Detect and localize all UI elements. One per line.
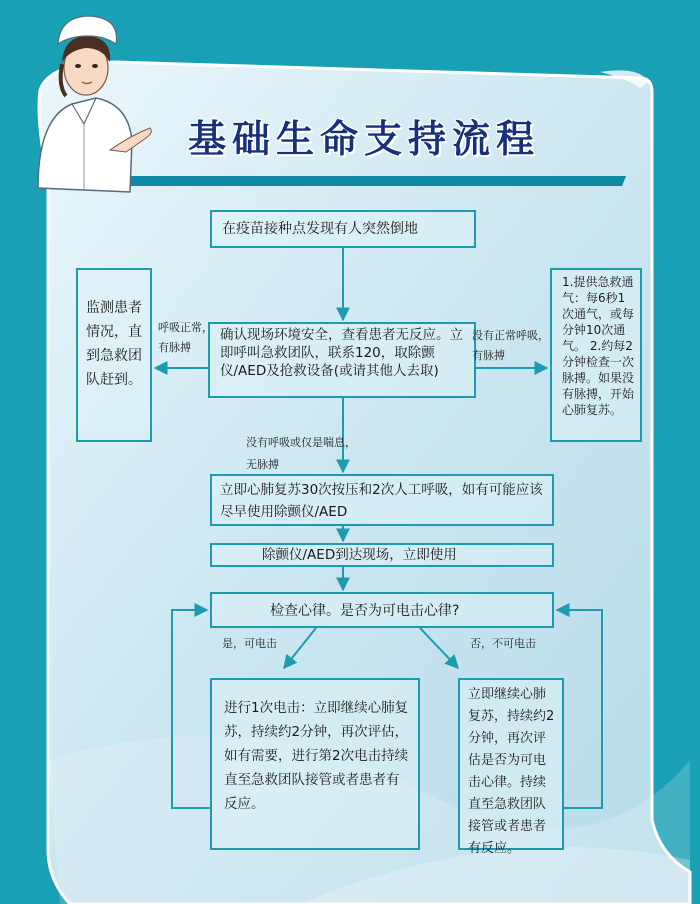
start-box: 在疫苗接种点发现有人突然倒地 [210, 210, 476, 248]
rescue-breathing-box: 1.提供急救通气：每6秒1次通气，或每分钟10次通气。 2.约每2分钟检查一次脉搏。如果没有脉搏，开始心肺复苏。 [550, 268, 642, 442]
title-underline [108, 176, 626, 186]
cpr-box: 立即心肺复苏30次按压和2次人工呼吸，如有可能应该尽早使用除颤仪/AED [210, 474, 554, 526]
label-shockable-yes: 是，可电击 [222, 637, 277, 650]
aed-arrives-box: 除颤仪/AED到达现场，立即使用 [210, 543, 554, 567]
no-shock-box: 立即继续心肺复苏，持续约2分钟，再次评估是否为可电击心律。持续直至急救团队接管或者患者有反应。 [458, 678, 564, 850]
label-normal-breathing: 呼吸正常，有脉搏 [158, 321, 213, 354]
confirm-safety-box: 确认现场环境安全，查看患者无反应。立即呼叫急救团队，联系120，取除颤仪/AED及抢救设备(或请其他人去取) [208, 322, 476, 398]
shock-box: 进行1次电击：立即继续心肺复苏，持续约2分钟，再次评估，如有需要，进行第2次电击持续直至急救团队接管或者患者有反应。 [210, 678, 420, 850]
label-no-breathing: 没有呼吸或仅是喘息，无脉搏 [246, 436, 356, 471]
monitor-box: 监测患者情况，直到急救团队赶到。 [76, 268, 152, 442]
label-shockable-no: 否，不可电击 [470, 637, 536, 650]
page-title: 基础生命支持流程 [188, 117, 541, 161]
label-no-normal-breathing: 没有正常呼吸，有脉搏 [472, 329, 549, 362]
check-rhythm-box: 检查心律。是否为可电击心律? [210, 592, 554, 628]
